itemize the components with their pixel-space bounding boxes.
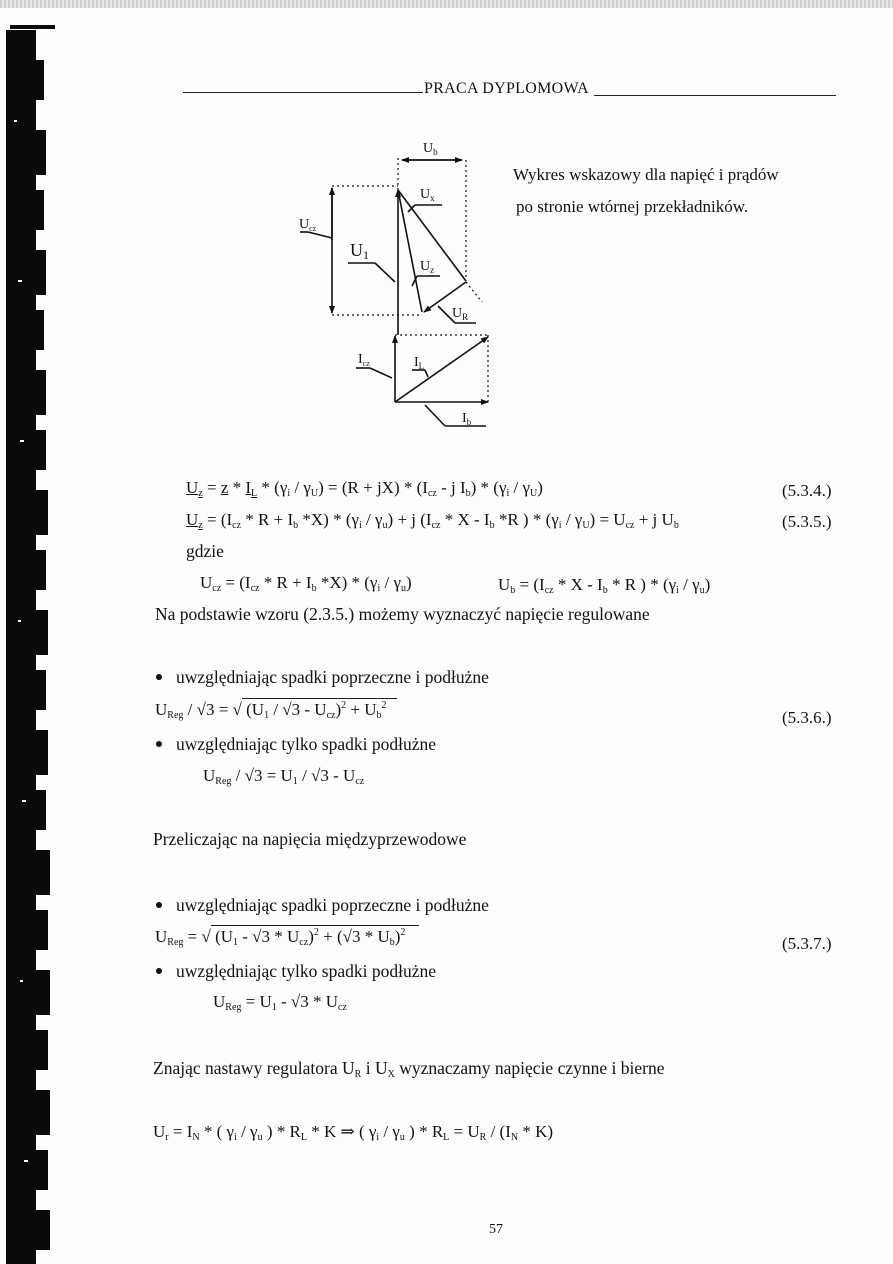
page-number: 57 (489, 1222, 503, 1237)
bullet-item-longitudinal-1: uwzględniając tylko spadki podłużne (156, 734, 436, 755)
equation-number-5-3-7: (5.3.7.) (782, 934, 832, 953)
label-Ux: $U_x$ (420, 187, 435, 203)
label-UR: $U_R$ (452, 306, 469, 322)
ub-definition: $U_b = (I_{cz} * X - I_b * R$ ) * $(\gamma_i / \gamma_u)$ (498, 575, 711, 596)
bullet-item-full-drops-2: uwzględniając spadki poprzeczne i podłużne (156, 895, 489, 916)
label-Ucz: $U_{cz}$ (299, 217, 317, 233)
label-Uz: $U_z$ (420, 259, 435, 275)
formula-5-3-7: $U_{Reg}$ = √ $(U_1 - √3 * U_{cz})^2 + (√3 * U_b)^2$ (155, 927, 419, 948)
paragraph-conversion: Przeliczając na napięcia międzyprzewodowe (153, 829, 467, 849)
ucz-definition: $U_{cz} = (I_{cz} * R + I_b$ $*X) * (\gamma_i / \gamma_u)$ (200, 573, 412, 594)
label-Ib: $I_b$ (462, 411, 472, 427)
formula-5-3-6: $U_{Reg} / √3$ = √ $(U_1 / √3 - U_{cz})^2 + U_b^2$ (155, 700, 397, 721)
formula-active-voltage: $U_r = I_N$ * ( $\gamma_i / \gamma_u$ ) * $R_L$ * K ⇒ ( $\gamma_i / \gamma_u$ ) * $R_L = U_R / (I_N * K)$ (153, 1122, 554, 1143)
header-rule-left (183, 92, 423, 93)
formula-5-3-6-longitudinal: $U_{Reg} / √3 = U_1 / √3 - U_{cz}$ (203, 766, 365, 787)
page-header-title: PRACA DYPLOMOWA (424, 80, 589, 97)
label-Icz: $I_{cz}$ (358, 352, 370, 368)
equation-5-3-4: $U_z = z * I_L * (\gamma_i / \gamma_U) = (R + jX) * (I_{cz} - j$ $I_b) * (\gamma_i / \gamma_U)$ (186, 478, 543, 499)
label-Ub: $U_b$ (423, 141, 438, 157)
where-label: gdzie (186, 541, 224, 561)
paragraph-regulator-settings: Znając nastawy regulatora $U_R$ i $U_X$ wyznaczamy napięcie czynne i bierne (153, 1058, 665, 1080)
phasor-diagram (290, 130, 510, 440)
label-U1: U1 (350, 240, 369, 262)
bullet-icon (156, 674, 162, 680)
equation-number-5-3-4: (5.3.4.) (782, 481, 832, 500)
label-IL: $I_L$ (414, 355, 425, 371)
header-rule-right (594, 95, 836, 96)
paragraph-basis: Na podstawie wzoru (2.3.5.) możemy wyznaczyć napięcie regulowane (155, 604, 650, 624)
figure-caption-line-1: Wykres wskazowy dla napięć i prądów (513, 165, 779, 184)
bullet-icon (156, 902, 162, 908)
bullet-icon (156, 968, 162, 974)
bullet-icon (156, 741, 162, 747)
scan-top-edge (0, 0, 893, 8)
equation-5-3-5: $U_z = (I_{cz} * R + I_b$ $*X) * (\gamma_i / \gamma_u) + j$ ($I_{cz}$ * X - $I_b$ *R ) * $(\gamma_i / \gamma_U) = U_{cz} + j$ $U_b$ (186, 510, 679, 531)
equation-number-5-3-6: (5.3.6.) (782, 708, 832, 727)
equation-number-5-3-5: (5.3.5.) (782, 512, 832, 531)
scan-binding-edge (0, 20, 60, 1264)
bullet-item-longitudinal-2: uwzględniając tylko spadki podłużne (156, 961, 436, 982)
bullet-item-full-drops-1: uwzględniając spadki poprzeczne i podłużne (156, 667, 489, 688)
figure-caption-line-2: po stronie wtórnej przekładników. (516, 197, 749, 216)
formula-5-3-7-longitudinal: $U_{Reg} = U_1 - √3 * U_{cz}$ (213, 992, 347, 1013)
